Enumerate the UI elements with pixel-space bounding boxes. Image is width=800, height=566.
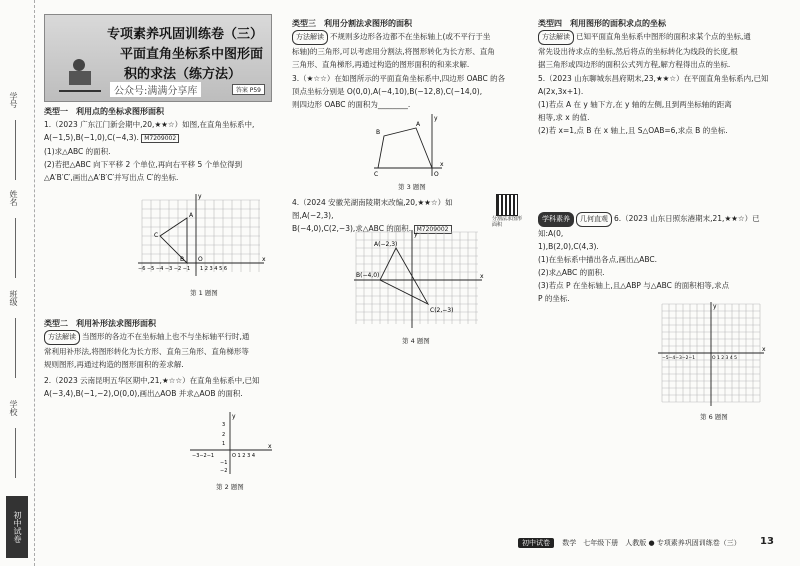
- question-1: [44, 118, 274, 184]
- svg-text:O 1 2 3 4 5: O 1 2 3 4 5: [712, 356, 738, 361]
- title-line1: 专项素养巩固训练卷（三）: [106, 27, 263, 42]
- svg-text:3: 3: [222, 422, 226, 428]
- svg-text:x: x: [440, 161, 444, 168]
- svg-text:1 2 3 4 5 6: 1 2 3 4 5 6: [200, 266, 228, 272]
- type2-method-text: 当图形的各边不在坐标轴上也不与坐标轴平行时,通: [82, 332, 250, 341]
- type2-heading: 类型二 利用补形法求图形面积: [44, 319, 156, 328]
- q1-sub2b: △A′B′C′,画出△A′B′C′并写出点 C′的坐标.: [44, 173, 179, 182]
- q5-sub1b: 相等,求 x 的值.: [538, 113, 590, 122]
- svg-text:O 1 2 3 4: O 1 2 3 4: [232, 453, 256, 459]
- type3-method: [292, 30, 524, 71]
- question-2: [44, 374, 276, 400]
- svg-text:B: B: [376, 129, 381, 136]
- figure-3: [372, 112, 446, 178]
- q6-sub2: (2)求△ABC 的面积.: [538, 268, 605, 277]
- svg-text:B: B: [180, 256, 185, 263]
- qr-caption: 分割法求图形面积: [492, 216, 523, 228]
- type3-method-text2: 标轴)的三角形,可以考虑用分割法,将图形转化为长方形、直角: [292, 47, 495, 56]
- student-id-line: [15, 120, 16, 180]
- type2-method: [44, 330, 276, 371]
- fig6-caption: 第 6 题图: [700, 413, 728, 421]
- school-line: [15, 428, 16, 478]
- svg-text:−6 −5 −4 −3 −2 −1: −6 −5 −4 −3 −2 −1: [138, 266, 191, 272]
- qr-code[interactable]: [496, 194, 518, 216]
- svg-text:−1: −1: [220, 460, 228, 466]
- q4-text: 4.（2024 安徽芜湖南陵期末改编,20,★★☆）如图,A(−2,3),: [292, 198, 453, 220]
- figure-2-axes: [186, 408, 276, 478]
- page-footer: [518, 538, 741, 550]
- name-line: [15, 218, 16, 278]
- svg-text:C: C: [374, 171, 379, 178]
- school-label: 学校: [9, 400, 18, 416]
- question-5: [538, 72, 774, 137]
- svg-text:y: y: [232, 413, 236, 420]
- type4-method: [538, 30, 774, 71]
- watermark-text: 公众号:满满分享库: [110, 82, 201, 97]
- q6-tag-geometry: 几何直观: [576, 212, 612, 227]
- type1-heading: 类型一 利用点的坐标求图形面积: [44, 107, 164, 116]
- fig4-label-a: A(−2,3): [374, 241, 398, 248]
- q4-code: M7209002: [414, 225, 452, 234]
- type3-heading: 类型三 利用分割法求图形的面积: [292, 19, 412, 28]
- svg-text:x: x: [480, 273, 484, 280]
- binding-margin: [0, 0, 35, 566]
- svg-text:O: O: [198, 256, 203, 263]
- type3-method-text: 不规则多边形各边都不在坐标轴上(或不平行于坐: [330, 32, 491, 41]
- page-number: 13: [760, 536, 774, 547]
- footer-title: 专项素养巩固训练卷（三）: [656, 539, 741, 547]
- q6-sub1: (1)在坐标系中描出各点,画出△ABC.: [538, 255, 658, 264]
- q1-text2: A(−1,5),B(−1,0),C(−4,3).: [44, 133, 139, 142]
- title-line2: 平面直角坐标系中图形面: [119, 47, 263, 62]
- class-label: 班级: [9, 290, 18, 306]
- fig3-caption: 第 3 题图: [398, 183, 426, 191]
- footer-subject: 数学 七年级下册 人教版: [562, 539, 647, 547]
- type2-method-text2: 常利用补形法,将图形转化为长方形、直角三角形、直角梯形等: [44, 347, 249, 356]
- type4-method-text2: 常先设出待求点的坐标,然后将点的坐标转化为线段的长度,根: [538, 47, 738, 56]
- svg-text:y: y: [713, 303, 717, 310]
- fig4-label-c: C(2,−3): [430, 307, 454, 314]
- svg-text:y: y: [434, 115, 438, 122]
- name-label: 姓名: [9, 190, 18, 206]
- q6-text2: 1),B(2,0),C(4,3).: [538, 242, 599, 251]
- q1-sub1: (1)求△ABC 的面积.: [44, 147, 111, 156]
- fig2-caption: 第 2 题图: [216, 483, 244, 491]
- q6-tag-literacy: 学科素养: [538, 212, 574, 227]
- q2-text2: A(−3,4),B(−1,−2),O(0,0),画出△AOB 并求△AOB 的面积.: [44, 389, 243, 398]
- type2-method-text3: 规则图形,再通过构造的图形面积的差求解.: [44, 360, 184, 369]
- type4-heading: 类型四 利用图形的面积求点的坐标: [538, 19, 666, 28]
- svg-text:−3−2−1: −3−2−1: [192, 453, 215, 459]
- svg-text:C: C: [154, 232, 159, 239]
- answer-page-tag: 答案 P59: [232, 84, 265, 95]
- figure-6-grid: [656, 300, 768, 410]
- athlete-illustration: [49, 19, 109, 99]
- q1-code: M7209002: [141, 134, 179, 143]
- type4-method-text3: 据三角形或四边形的面积公式列方程,解方程得出点的坐标.: [538, 60, 731, 69]
- fig4-caption: 第 4 题图: [402, 337, 430, 345]
- method-tag-3: 方法解读: [538, 30, 574, 45]
- fig1-caption: 第 1 题图: [190, 289, 218, 297]
- q4-text2: B(−4,0),C(2,−3),求△ABC 的面积.: [292, 224, 412, 233]
- footer-brand: 初中试卷: [518, 538, 554, 548]
- svg-text:x: x: [268, 443, 272, 450]
- question-3: [292, 72, 524, 111]
- title-line3: 积的求法（练方法）: [123, 67, 241, 82]
- q1-sub2: (2)若把△ABC 向下平移 2 个单位,再向右平移 5 个单位得到: [44, 160, 243, 169]
- q3-text3: 则四边形 OABC 的面积为________.: [292, 100, 411, 109]
- method-tag-2: 方法解读: [292, 30, 328, 45]
- type4-method-text: 已知平面直角坐标系中图形的面积求某个点的坐标,通: [576, 32, 751, 41]
- method-tag: 方法解读: [44, 330, 80, 345]
- q6-sub3b: P 的坐标.: [538, 294, 570, 303]
- q1-text: 1.（2023 广东江门新会期中,20,★★☆）如图,在直角坐标系中,: [44, 120, 255, 129]
- question-6: [538, 212, 774, 305]
- fig4-label-b: B(−4,0): [356, 272, 380, 279]
- q5-text: 5.（2023 山东聊城东昌府期末,23,★★☆）在平面直角坐标系内,已知: [538, 74, 769, 83]
- svg-text:1: 1: [222, 441, 226, 447]
- figure-1-grid: [136, 190, 266, 286]
- svg-text:y: y: [198, 193, 202, 200]
- svg-text:−2: −2: [220, 468, 228, 474]
- svg-text:O: O: [434, 171, 439, 178]
- svg-text:x: x: [262, 256, 266, 263]
- svg-text:−5−4−3−2−1: −5−4−3−2−1: [662, 356, 696, 361]
- svg-text:2: 2: [222, 432, 226, 438]
- q5-sub1: (1)若点 A 在 y 轴下方,在 y 轴的左侧,且到两坐标轴的距离: [538, 100, 732, 109]
- svg-text:x: x: [762, 346, 766, 353]
- svg-text:A: A: [189, 212, 194, 219]
- class-line: [15, 318, 16, 378]
- student-id-label: 学号: [9, 92, 18, 108]
- type3-method-text3: 三角形、直角梯形,再通过构造的图形面积的和来求解.: [292, 60, 470, 69]
- footer-bullet-icon: ●: [648, 539, 655, 547]
- q3-text2: 顶点坐标分别是 O(0,0),A(−4,10),B(−12,8),C(−14,0),: [292, 87, 483, 96]
- q5-sub2: (2)若 x=1,点 B 在 x 轴上,且 S△OAB=6,求点 B 的坐标.: [538, 126, 728, 135]
- q5-text2: A(2x,3x+1).: [538, 87, 584, 96]
- figure-4-grid: [352, 228, 486, 332]
- q3-text: 3.（★☆☆）在如图所示的平面直角坐标系中,四边形 OABC 的各: [292, 74, 506, 83]
- q6-sub3: (3)若点 P 在坐标轴上,且△ABP 与△ABC 的面积相等,求点: [538, 281, 730, 290]
- svg-text:A: A: [416, 121, 421, 128]
- q2-text: 2.（2023 云南昆明五华区期中,21,★☆☆）在直角坐标系中,已知: [44, 376, 260, 385]
- q6-text: 6.（2023 山东日照东港期末,21,★★☆）已知:A(0,: [538, 214, 760, 238]
- svg-text:y: y: [414, 231, 418, 238]
- brand-logo: 初中试卷: [6, 496, 28, 558]
